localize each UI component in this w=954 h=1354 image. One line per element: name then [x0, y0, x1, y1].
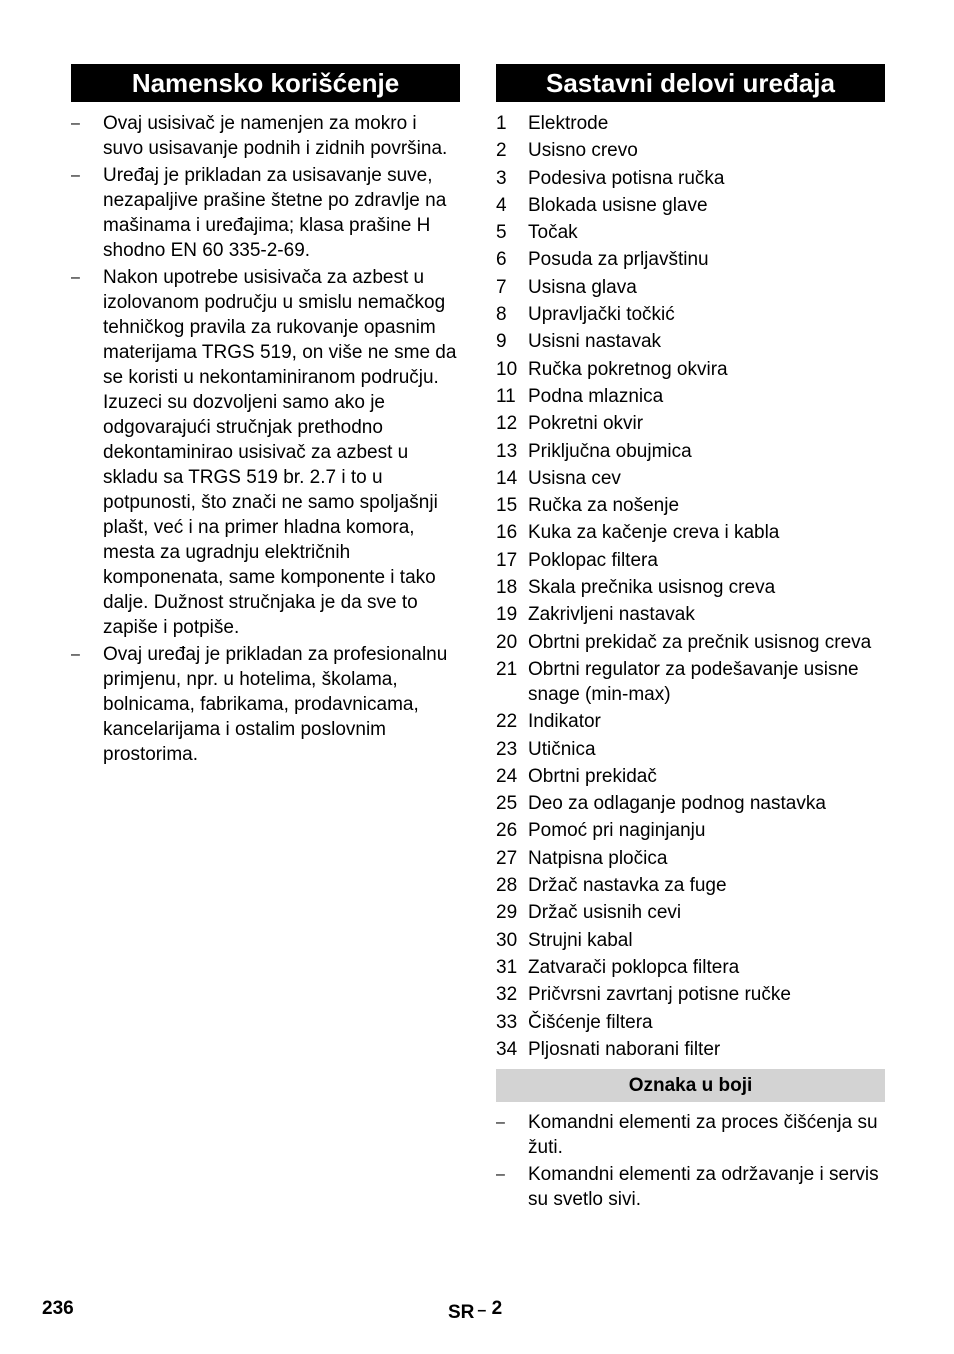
part-item	[496, 466, 885, 491]
part-label: Zatvarači poklopca filtera	[528, 956, 740, 978]
part-label: Elektrode	[528, 113, 609, 134]
part-number: 12	[496, 413, 518, 435]
part-label: Skala prečnika usisnog creva	[528, 577, 776, 599]
part-label: Obrtni regulator za podešavanje usisne snage (min-max)	[528, 658, 859, 705]
part-label: Čišćenje filtera	[528, 1011, 653, 1033]
part-item	[496, 955, 885, 980]
part-number: 30	[496, 929, 518, 951]
part-item	[496, 439, 885, 464]
part-number: 16	[496, 522, 518, 544]
part-item	[496, 247, 885, 272]
dash-bullet: –	[71, 115, 80, 132]
part-label: Obrtni prekidač za prečnik usisnog creva	[528, 631, 872, 653]
part-number: 21	[496, 658, 518, 680]
part-label: Zakrivljeni nastavak	[528, 604, 695, 626]
part-item	[496, 764, 885, 789]
part-label: Podna mlaznica	[528, 385, 664, 407]
part-label: Točak	[528, 222, 578, 244]
part-label: Pričvrsni zavrtanj potisne ručke	[528, 984, 791, 1006]
part-number: 22	[496, 711, 518, 733]
part-item	[496, 329, 885, 354]
list-item-text: Ovaj usisivač je namenjen za mokro i suvo usisavanje podnih i zidnih površina.	[103, 113, 448, 159]
part-item	[496, 1037, 885, 1062]
section-subheading-color-coding: Oznaka u boji	[496, 1069, 885, 1102]
part-number: 15	[496, 495, 518, 517]
part-number: 33	[496, 1011, 518, 1033]
part-label: Pljosnati naborani filter	[528, 1038, 721, 1060]
part-number: 24	[496, 765, 518, 787]
part-item	[496, 575, 885, 600]
footer-separator: –	[477, 1302, 487, 1319]
dash-bullet: –	[71, 167, 80, 184]
part-item	[496, 709, 885, 734]
part-item	[496, 357, 885, 382]
part-item	[496, 900, 885, 925]
part-label: Pomoć pri naginjanju	[528, 820, 706, 842]
part-label: Natpisna pločica	[528, 847, 668, 869]
part-item	[496, 657, 885, 707]
part-label: Posuda za prljavštinu	[528, 249, 709, 271]
list-item	[496, 1162, 885, 1212]
part-item	[496, 193, 885, 218]
device-parts-list	[496, 111, 885, 1062]
part-item	[496, 873, 885, 898]
part-item	[496, 1010, 885, 1035]
part-number: 19	[496, 604, 518, 626]
intended-use-list	[71, 111, 460, 767]
color-coding-list	[496, 1110, 885, 1212]
part-number: 20	[496, 631, 518, 653]
dash-bullet: –	[496, 1165, 505, 1183]
part-label: Usisna cev	[528, 467, 621, 489]
part-label: Držač usisnih cevi	[528, 902, 682, 924]
part-label: Kuka za kačenje creva i kabla	[528, 522, 780, 544]
part-number: 29	[496, 902, 518, 924]
part-number: 5	[496, 222, 507, 244]
part-number: 25	[496, 793, 518, 815]
part-item	[496, 737, 885, 762]
part-number: 4	[496, 194, 507, 216]
part-label: Deo za odlaganje podnog nastavka	[528, 793, 826, 815]
right-column	[496, 64, 885, 1214]
part-item	[496, 982, 885, 1007]
part-label: Upravljački točkić	[528, 304, 675, 326]
part-number: 18	[496, 577, 518, 599]
part-label: Indikator	[528, 711, 601, 733]
part-label: Usisni nastavak	[528, 331, 662, 353]
footer-language-page	[448, 1298, 502, 1324]
section-heading-device-parts: Sastavni delovi uređaja	[496, 64, 885, 102]
part-item	[496, 520, 885, 545]
part-label: Strujni kabal	[528, 929, 633, 951]
part-item	[496, 138, 885, 163]
part-number: 13	[496, 440, 518, 462]
part-label: Obrtni prekidač	[528, 765, 657, 787]
part-item	[496, 548, 885, 573]
list-item-text: Nakon upotrebe usisivača za azbest u izolovanom području u smislu nemačkog tehničkog pravila za rukovanje opasnim materijama TRGS 519, on više ne sme da se koristi u nekontaminiranom području. Izuzeci su dozvoljeni samo ako je odgovarajući stručnjak prethodno dekontaminirao usisivač za azbest u skladu sa TRGS 519 br. 2.7 i to u potpunosti, što znači ne samo spoljašnji plašt, već i na primer hladna komora, mesta za ugradnju električnih komponenata, same komponente i tako dalje. Dužnost stručnjaka je da sve to zapiše i potpiše.	[103, 267, 457, 638]
part-label: Ručka za nošenje	[528, 495, 680, 517]
part-number: 27	[496, 847, 518, 869]
part-number: 2	[496, 140, 507, 162]
part-item	[496, 111, 885, 136]
part-label: Blokada usisne glave	[528, 194, 708, 216]
part-label: Utičnica	[528, 738, 596, 760]
part-number: 6	[496, 249, 507, 271]
list-item-text: Uređaj je prikladan za usisavanje suve, nezapaljive prašine štetne po zdravlje na mašinama i uređajima; klasa prašine H shodno EN 60 335-2-69.	[103, 165, 447, 261]
section-heading-intended-use: Namensko korišćenje	[71, 64, 460, 102]
list-item	[71, 163, 460, 263]
part-label: Pokretni okvir	[528, 413, 644, 435]
part-number: 7	[496, 276, 507, 298]
part-item	[496, 220, 885, 245]
part-number: 1	[496, 113, 507, 134]
part-label: Usisna glava	[528, 276, 637, 298]
sub-page-number: 2	[491, 1298, 503, 1319]
part-item	[496, 275, 885, 300]
list-item	[71, 642, 460, 767]
list-item-text: Komandni elementi za proces čišćenja su žuti.	[528, 1111, 878, 1158]
part-number: 32	[496, 984, 518, 1006]
part-label: Poklopac filtera	[528, 549, 658, 571]
part-item	[496, 928, 885, 953]
part-number: 17	[496, 549, 518, 571]
part-number: 34	[496, 1038, 518, 1060]
list-item-text: Komandni elementi za održavanje i servis su svetlo sivi.	[528, 1163, 879, 1210]
dash-bullet: –	[496, 1113, 505, 1131]
part-item	[496, 602, 885, 627]
page-number: 236	[42, 1298, 74, 1319]
list-item-text: Ovaj uređaj je prikladan za profesionalnu primjenu, npr. u hotelima, školama, bolnicama, fabrikama, prodavnicama, kancelarijama i ostalim poslovnim prostorima.	[103, 644, 448, 765]
part-item	[496, 384, 885, 409]
part-item	[496, 630, 885, 655]
left-column	[71, 64, 460, 769]
dash-bullet: –	[71, 269, 80, 286]
part-item	[496, 818, 885, 843]
part-number: 23	[496, 738, 518, 760]
language-code: SR	[448, 1302, 475, 1323]
list-item	[71, 265, 460, 640]
part-item	[496, 302, 885, 327]
part-number: 11	[496, 385, 516, 407]
part-label: Usisno crevo	[528, 140, 638, 162]
part-number: 10	[496, 358, 518, 380]
part-item	[496, 791, 885, 816]
part-number: 8	[496, 304, 507, 326]
part-number: 26	[496, 820, 518, 842]
part-item	[496, 411, 885, 436]
part-number: 3	[496, 167, 507, 189]
list-item	[496, 1110, 885, 1160]
part-number: 14	[496, 467, 518, 489]
part-item	[496, 493, 885, 518]
list-item	[71, 111, 460, 161]
part-number: 31	[496, 956, 518, 978]
part-label: Podesiva potisna ručka	[528, 167, 725, 189]
part-number: 28	[496, 875, 518, 897]
part-item	[496, 846, 885, 871]
part-item	[496, 166, 885, 191]
part-label: Držač nastavka za fuge	[528, 875, 727, 897]
part-number: 9	[496, 331, 507, 353]
dash-bullet: –	[71, 646, 80, 663]
part-label: Ručka pokretnog okvira	[528, 358, 728, 380]
part-label: Priključna obujmica	[528, 440, 692, 462]
